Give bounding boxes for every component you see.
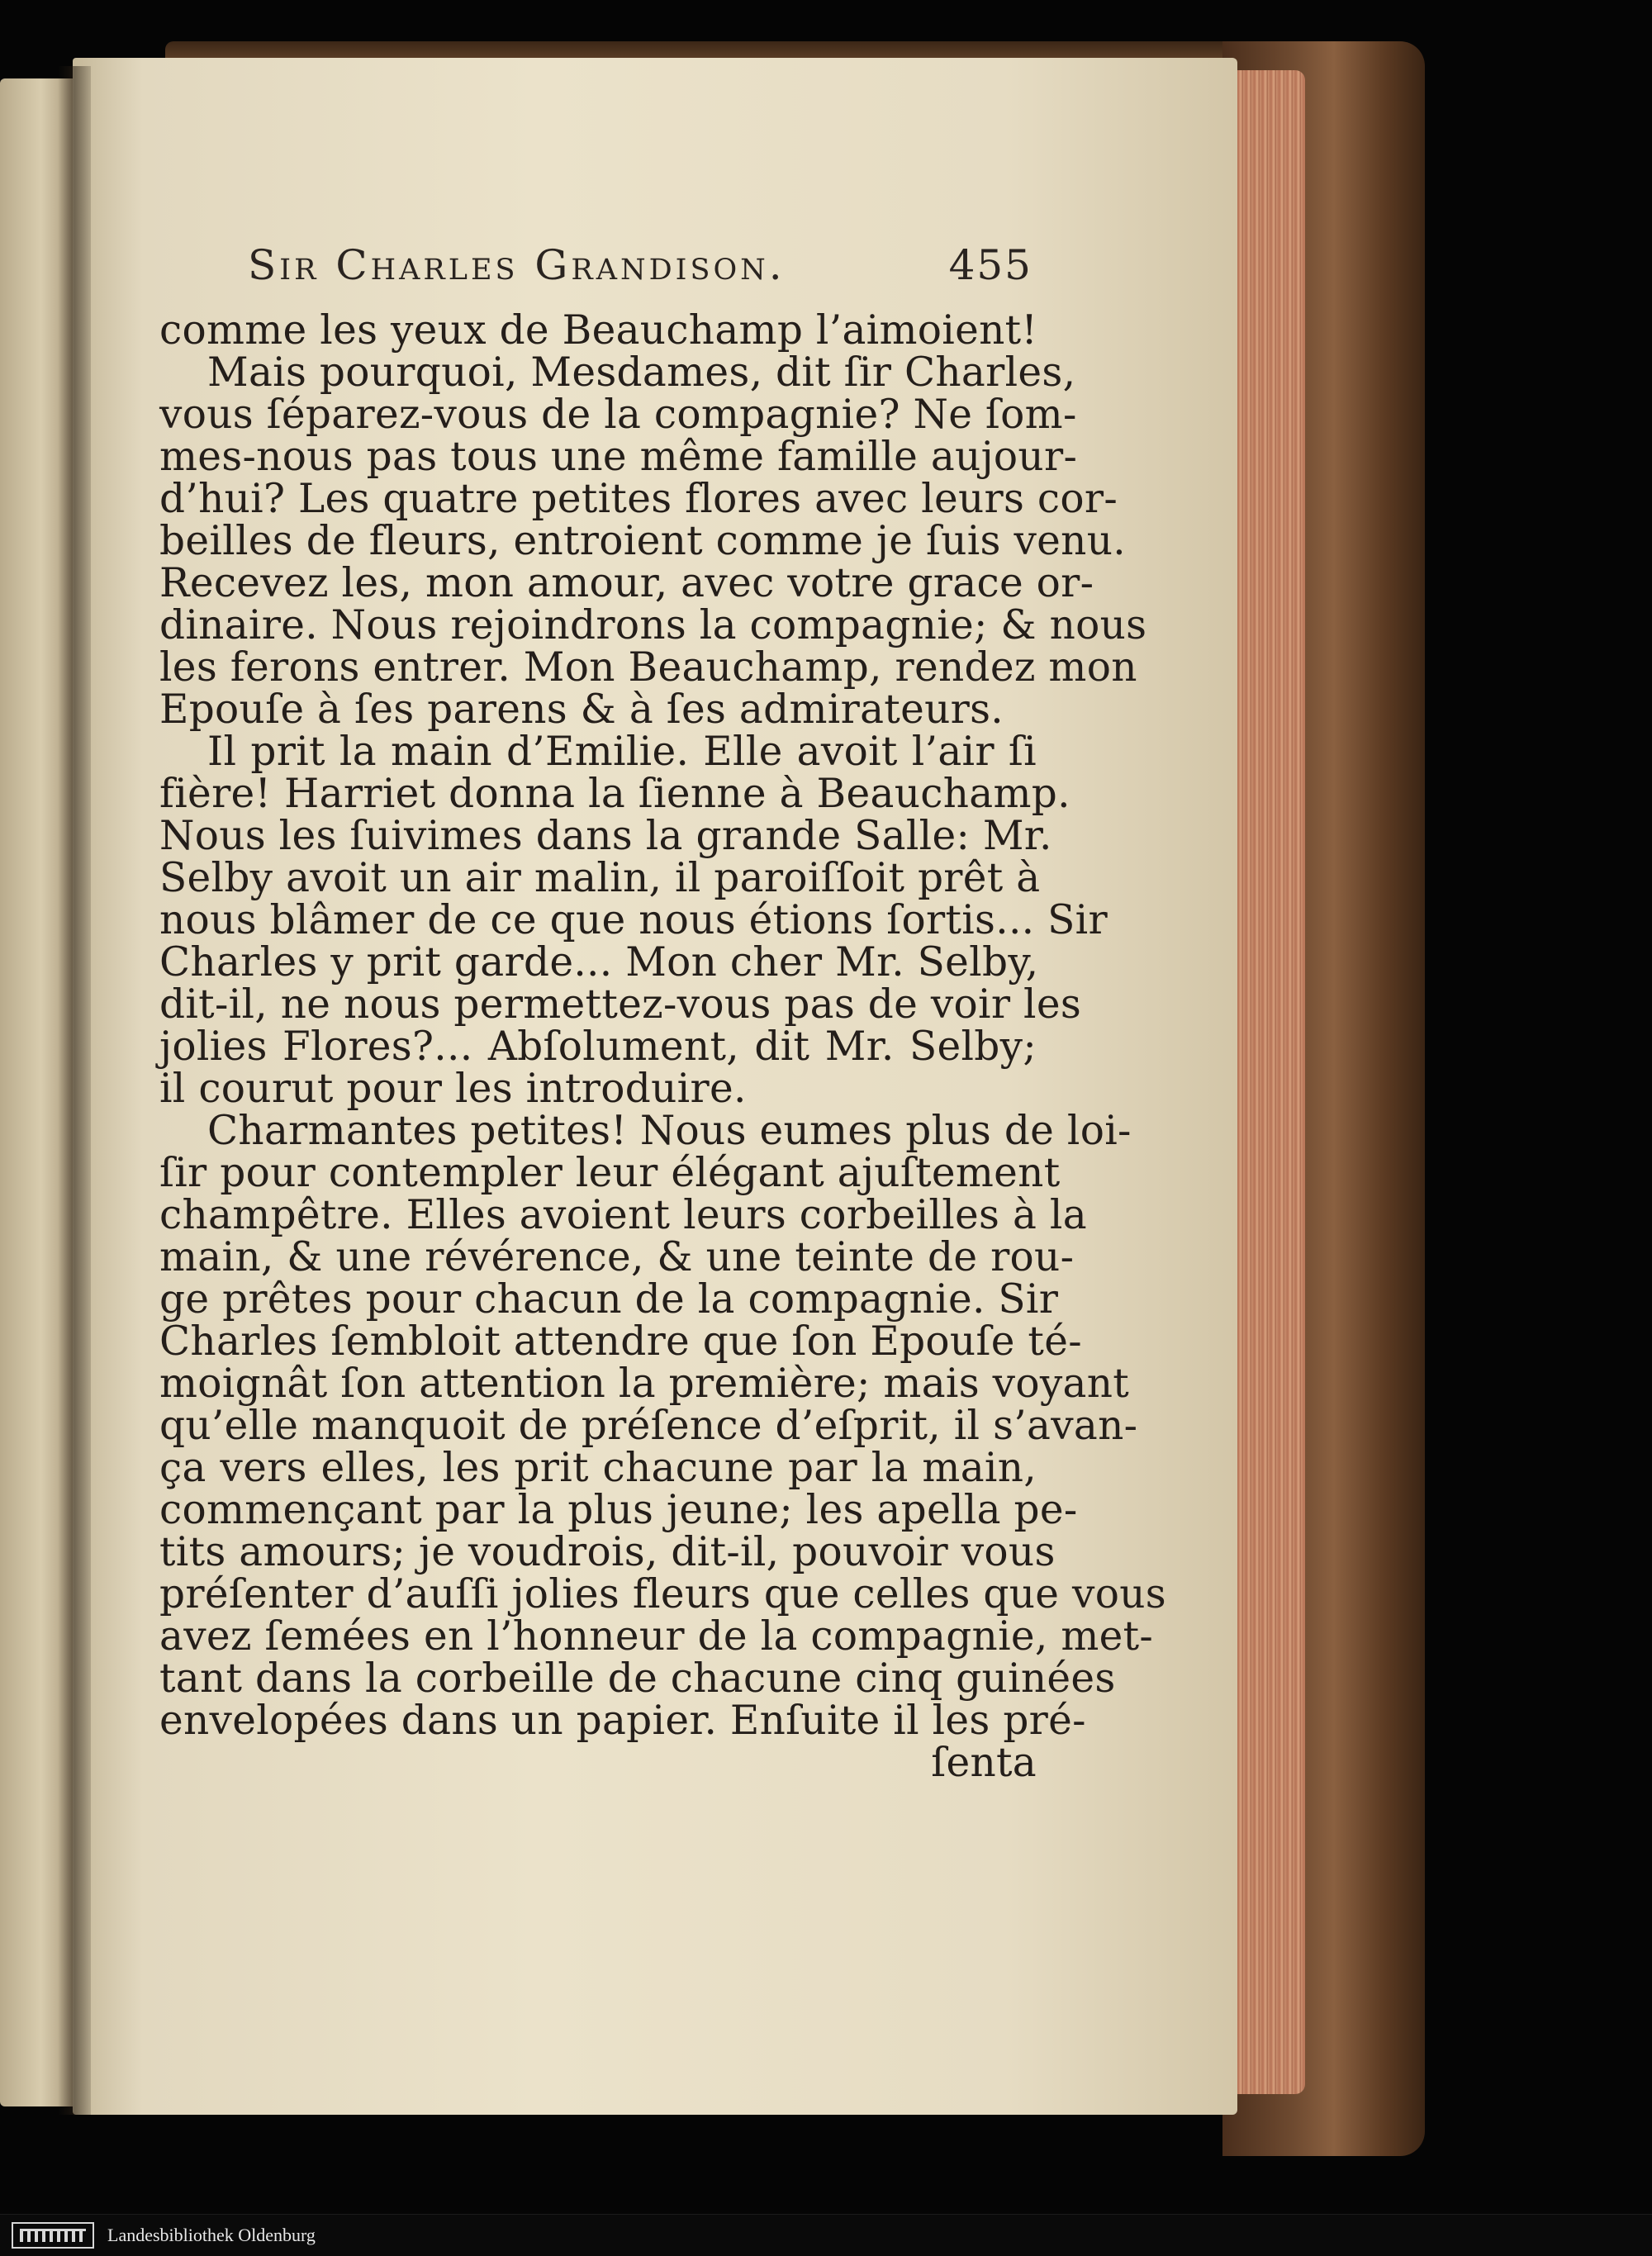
text-line: vous ſéparez-vous de la compagnie? Ne ſom- (159, 392, 1077, 438)
text-line: ge prêtes pour chacun de la compagnie. Sir (159, 1276, 1059, 1323)
text-line: Epouſe à ſes parens & à ſes admirateurs. (159, 686, 1004, 733)
text-line: beilles de fleurs, entroient comme je ſuis venu. (159, 518, 1126, 564)
text-line: ça vers elles, les prit chacune par la main, (159, 1445, 1037, 1491)
text-line: main, & une révérence, & une teinte de rou- (159, 1234, 1075, 1280)
text-line: Mais pourquoi, Mesdames, dit ſir Charles, (207, 349, 1076, 396)
text-line: il courut pour les introduire. (159, 1066, 747, 1112)
text-line: d’hui? Les quatre petites flores avec leurs cor- (159, 476, 1118, 522)
text-line: moignât ſon attention la première; mais voyant (159, 1361, 1130, 1407)
text-line: Charles y prit garde... Mon cher Mr. Selby, (159, 939, 1039, 986)
text-line: qu’elle manquoit de préſence d’eſprit, il s’avan- (159, 1403, 1138, 1449)
text-line: fière! Harriet donna la ſienne à Beauchamp. (159, 771, 1070, 817)
text-line: commençant par la plus jeune; les apella pe- (159, 1487, 1078, 1533)
library-building-icon (12, 2222, 94, 2249)
text-line: Nous les ſuivimes dans la grande Salle: Mr. (159, 813, 1052, 859)
page-gutter (58, 66, 91, 2115)
text-line: ſir pour contempler leur élégant ajuſtement (159, 1150, 1061, 1196)
text-line: envelopées dans un papier. Enſuite il les pré- (159, 1698, 1086, 1744)
text-line: dit-il, ne nous permettez-vous pas de voir les (159, 981, 1082, 1028)
text-line: Selby avoit un air malin, il paroiſſoit prêt à (159, 855, 1041, 901)
library-footer (0, 2214, 1652, 2256)
running-head (248, 241, 1032, 307)
text-line: Charles ſembloit attendre que ſon Epouſe té- (159, 1318, 1082, 1365)
text-line: nous blâmer de ce que nous étions ſortis... Sir (159, 897, 1108, 943)
text-line: avez ſemées en l’honneur de la compagnie, met- (159, 1613, 1154, 1660)
library-name: Landesbibliothek Oldenburg (107, 2225, 316, 2245)
text-line: les ferons entrer. Mon Beauchamp, rendez mon (159, 644, 1137, 691)
text-line: mes-nous pas tous une même famille aujour- (159, 434, 1078, 480)
text-line: Charmantes petites! Nous eumes plus de loi- (207, 1108, 1132, 1154)
text-line: dinaire. Nous rejoindrons la compagnie; & nous (159, 602, 1147, 648)
catchword: ſenta (931, 1740, 1037, 1786)
page-fore-edge (1227, 70, 1305, 2094)
text-line: tant dans la corbeille de chacune cinq guinées (159, 1655, 1116, 1702)
text-line: Il prit la main d’Emilie. Elle avoit l’air ſi (207, 729, 1037, 775)
text-line: préſenter d’auſſi jolies fleurs que celles que vous (159, 1571, 1166, 1617)
text-line: Recevez les, mon amour, avec votre grace or- (159, 560, 1094, 606)
page-text (159, 307, 1166, 1786)
text-line: champêtre. Elles avoient leurs corbeilles à la (159, 1192, 1087, 1238)
text-line: comme les yeux de Beauchamp l’aimoient! (159, 307, 1038, 354)
text-line: tits amours; je voudrois, dit-il, pouvoir vous (159, 1529, 1056, 1575)
page-number: 455 (948, 241, 1032, 289)
running-title: Sir Charles Grandison. (248, 241, 786, 289)
text-line: jolies Flores?... Abſolument, dit Mr. Selby; (159, 1024, 1037, 1070)
